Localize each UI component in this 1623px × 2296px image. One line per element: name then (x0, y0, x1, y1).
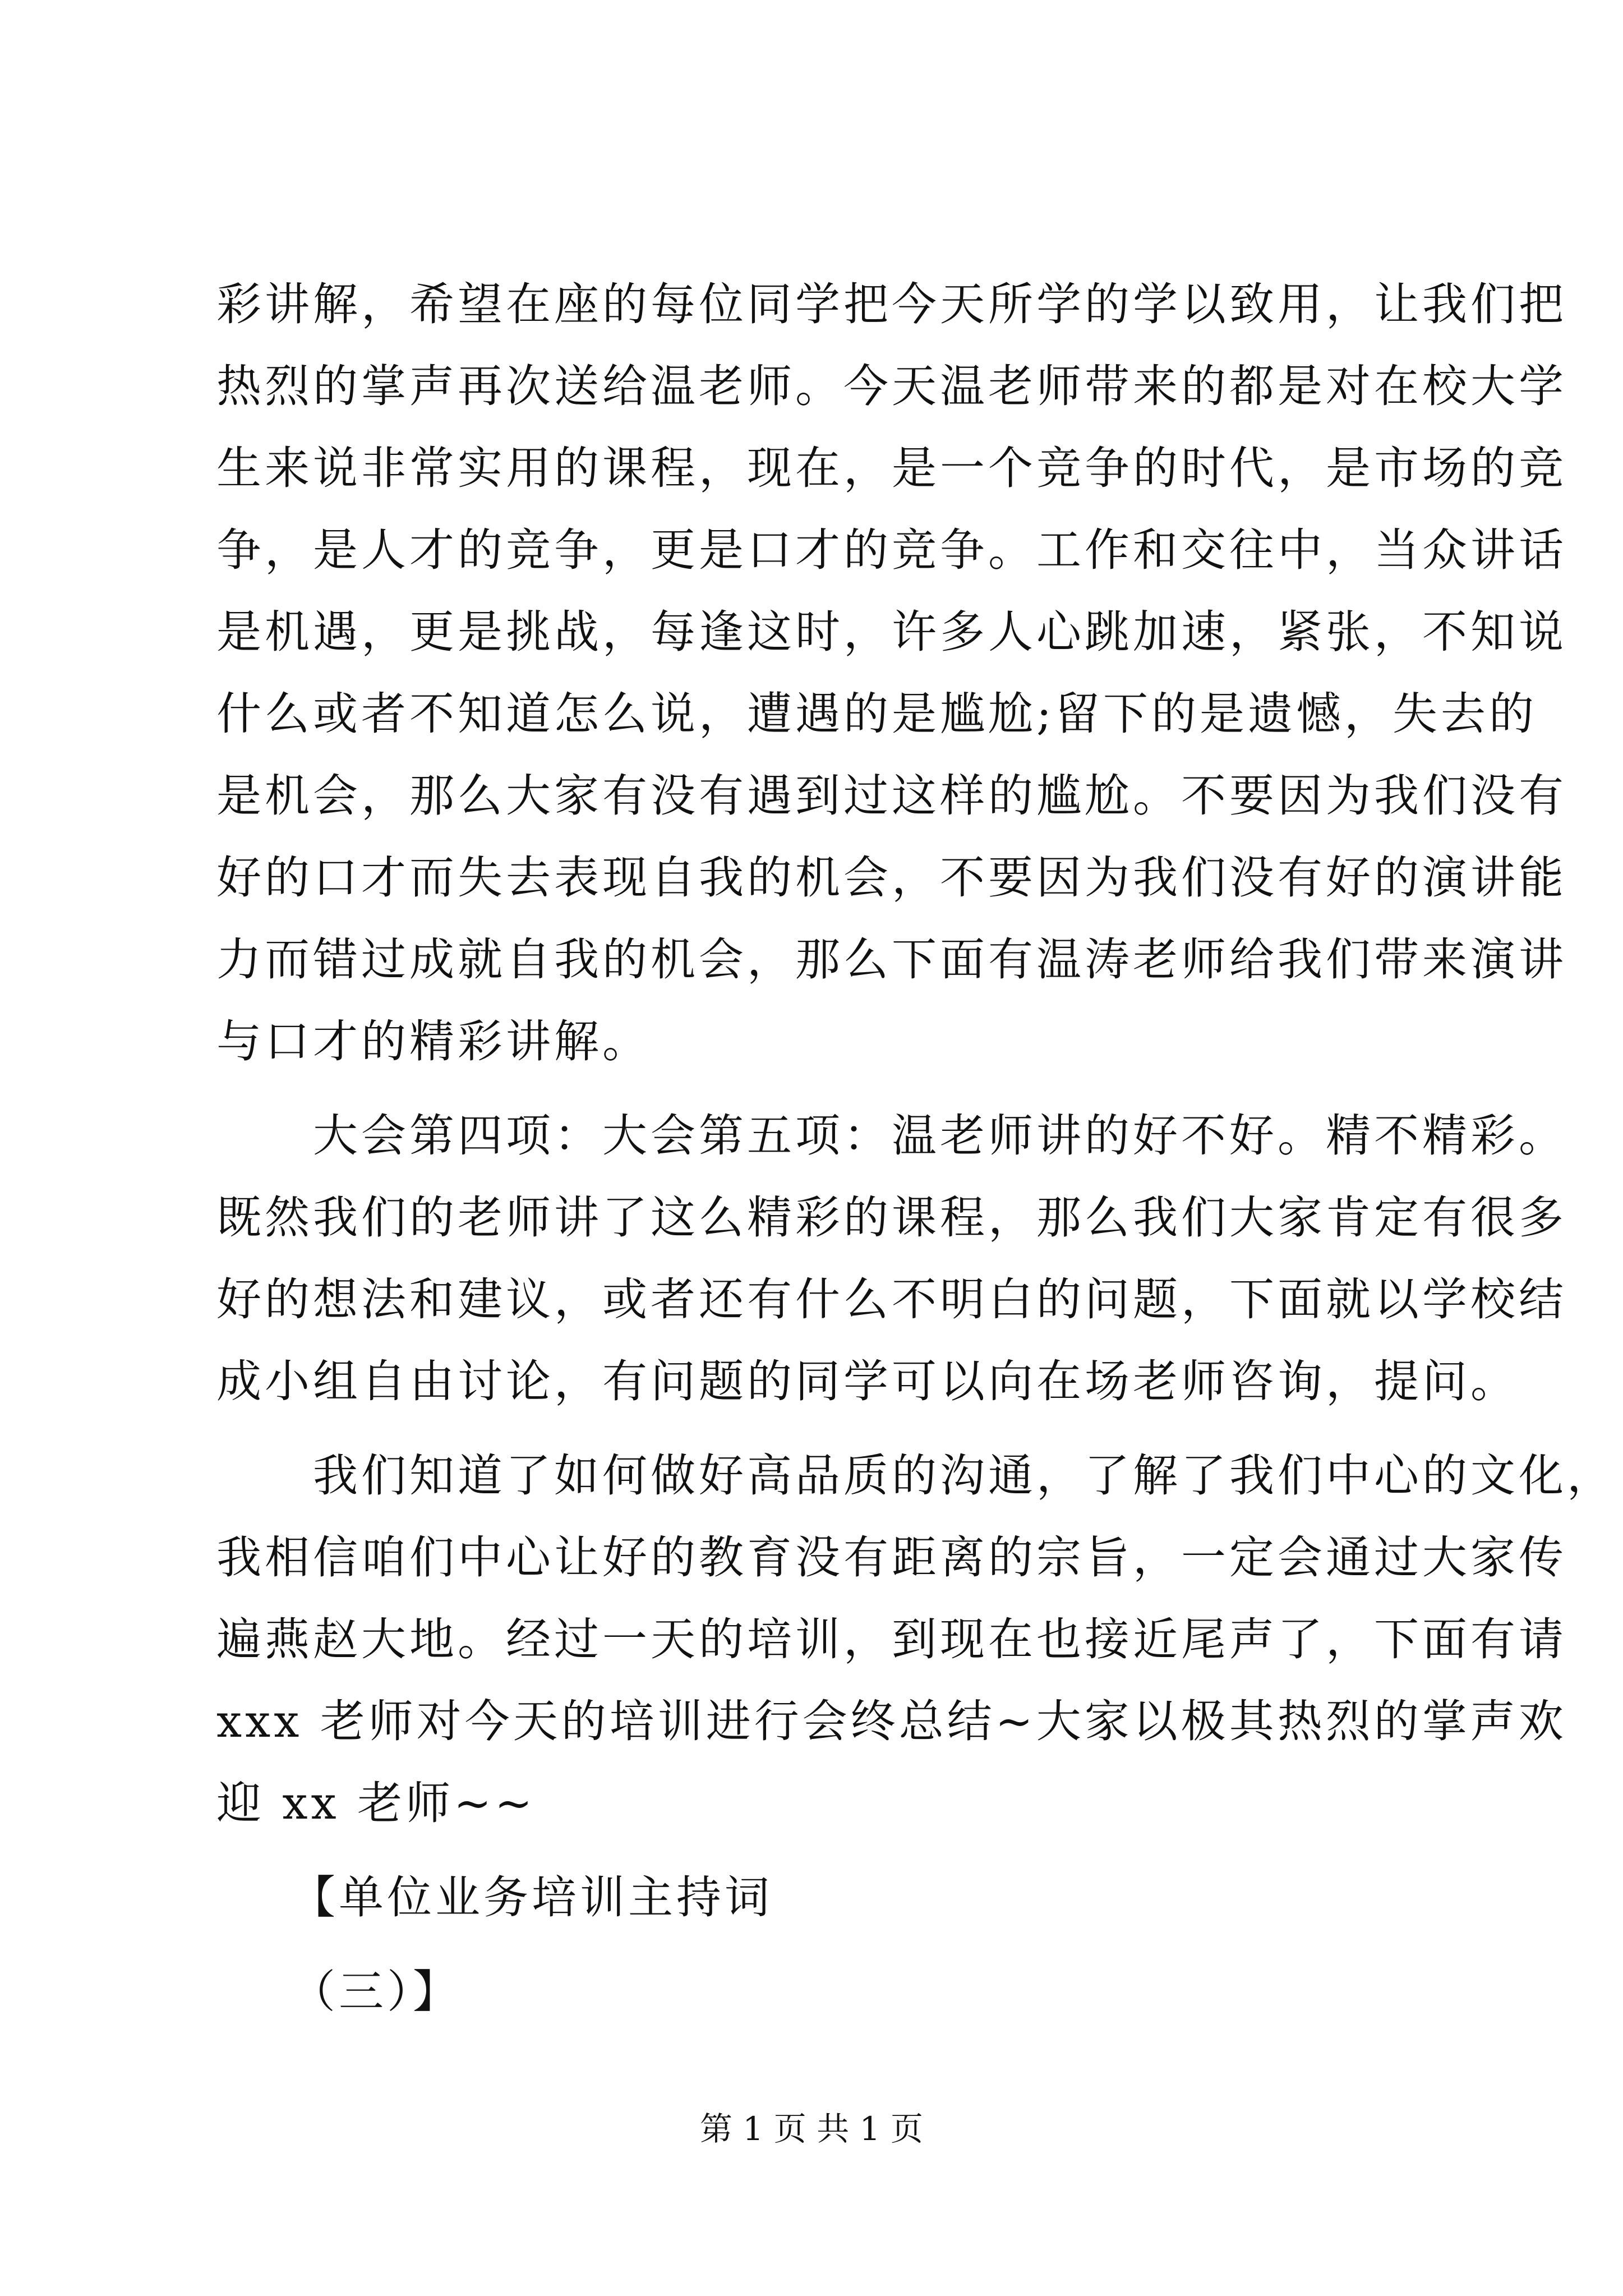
text-line: 热烈的掌声再次送给温老师。今天温老师带来的都是对在校大学 (216, 360, 1567, 412)
text-line: 力而错过成就自我的机会，那么下面有温涛老师给我们带来演讲 (216, 933, 1567, 986)
text-line: 迎 xx 老师~~ (216, 1777, 536, 1829)
text-line: 彩讲解，希望在座的每位同学把今天所学的学以致用，让我们把 (216, 278, 1567, 330)
paragraph-5 (216, 1951, 1422, 2033)
paragraph-gap (216, 1939, 1422, 1951)
text-line: 我相信咱们中心让好的教育没有距离的宗旨，一定会通过大家传 (216, 1531, 1567, 1584)
paragraph-gap (216, 1083, 1422, 1095)
paragraph-gap (216, 1423, 1422, 1435)
text-line: 大会第四项：大会第五项：温老师讲的好不好。精不精彩。 (216, 1110, 1567, 1162)
paragraph-3 (216, 1435, 1615, 1844)
text-line: 生来说非常实用的课程，现在，是一个竞争的时代，是市场的竞 (216, 442, 1567, 494)
page-footer: 第 1 页 共 1 页 (700, 2110, 923, 2148)
text-line: 是机遇，更是挑战，每逢这时，许多人心跳加速，紧张，不知说 (216, 606, 1567, 658)
text-line: 我们知道了如何做好高品质的沟通，了解了我们中心的文化， (216, 1450, 1615, 1502)
text-line: 是机会，那么大家有没有遇到过这样的尴尬。不要因为我们没有 (216, 770, 1567, 822)
section-heading: 【单位业务培训主持词 (216, 1871, 773, 1924)
text-line: 遍燕赵大地。经过一天的培训，到现在也接近尾声了，下面有请 (216, 1613, 1567, 1665)
text-line: 什么或者不知道怎么说，遭遇的是尴尬;留下的是遗憾，失去的 (216, 688, 1537, 740)
text-line: 既然我们的老师讲了这么精彩的课程，那么我们大家肯定有很多 (216, 1191, 1567, 1244)
text-line: 成小组自由讨论，有问题的同学可以向在场老师咨询，提问。 (216, 1355, 1519, 1407)
paragraph-2 (216, 1095, 1567, 1423)
text-line: 好的想法和建议，或者还有什么不明白的问题，下面就以学校结 (216, 1273, 1567, 1326)
text-line: 与口才的精彩讲解。 (216, 1015, 651, 1068)
paragraph-gap (216, 1844, 1422, 1857)
paragraph-1 (216, 264, 1567, 1083)
section-heading-suffix: （三）】 (216, 1966, 461, 2018)
paragraph-4 (216, 1857, 1422, 1939)
document-body (216, 264, 1615, 2033)
text-line: xxx 老师对今天的培训进行会终总结~大家以极其热烈的掌声欢 (216, 1695, 1567, 1747)
text-line: 争，是人才的竞争，更是口才的竞争。工作和交往中，当众讲话 (216, 524, 1567, 576)
text-line: 好的口才而失去表现自我的机会，不要因为我们没有好的演讲能 (216, 852, 1567, 904)
